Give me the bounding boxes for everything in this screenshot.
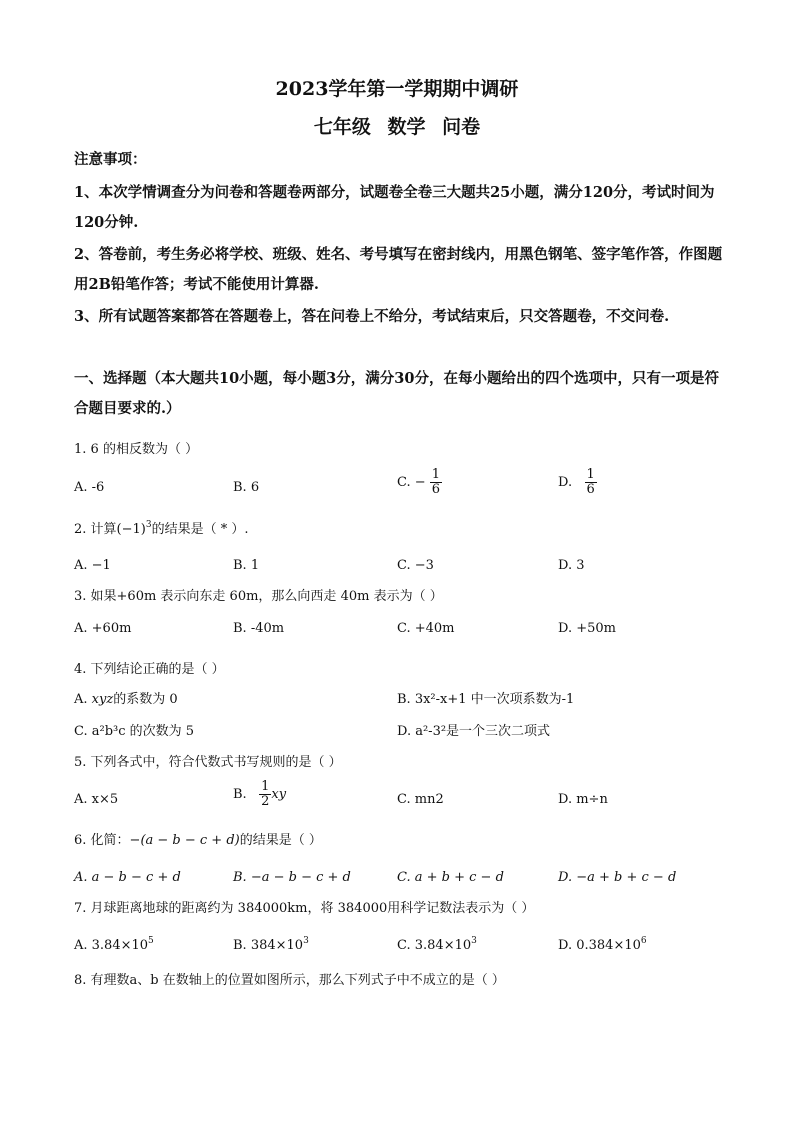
question-4-option-d: D. a²-3²是一个三次二项式 xyxy=(397,724,551,739)
question-1-option-c: C. − $\frac{1}{6}$ xyxy=(397,467,441,497)
question-5-option-d: D. m÷n xyxy=(558,792,608,807)
question-6-option-a: A. a − b − c + d xyxy=(74,870,181,885)
option-label: D. xyxy=(558,475,573,490)
question-5-stem: 5. 下列各式中，符合代数式书写规则的是（ ） xyxy=(74,755,342,770)
question-7-option-d: D. $0.384\times 10^6$ xyxy=(558,936,647,953)
question-5-option-b: B. $\frac{1}{2}$ xy xyxy=(233,779,287,809)
note-1: 1、本次学情调查分为问卷和答题卷两部分，试题卷全卷三大题共25小题，满分120分，考试时间为120分钟. xyxy=(74,184,715,231)
note-2: 2、答卷前，考生务必将学校、班级、姓名、考号填写在密封线内，用黑色钢笔、签字笔作答，作图题用2B铅笔作答；考试不能使用计算器. xyxy=(74,246,723,293)
notes-heading: 注意事项： xyxy=(74,151,147,168)
question-6-option-b: B. −a − b − c + d xyxy=(233,870,351,885)
question-1-option-a: A. -6 xyxy=(74,480,105,495)
question-2-option-d: D. 3 xyxy=(558,558,585,573)
question-6-option-c: C. a + b + c − d xyxy=(397,870,504,885)
question-4-option-a: A. xyz的系数为 0 xyxy=(74,692,178,707)
question-7-option-b: B. $384\times 10^3$ xyxy=(233,936,309,953)
question-2-option-b: B. 1 xyxy=(233,558,260,573)
fraction: $\frac{1}{6}$ xyxy=(586,467,595,497)
question-4-stem: 4. 下列结论正确的是（ ） xyxy=(74,662,225,677)
question-8-stem: 8. 有理数a、b 在数轴上的位置如图所示，那么下列式子中不成立的是（ ） xyxy=(74,973,505,988)
question-2-stem: 2. 计算$(-1)^3$的结果是（ * ）. xyxy=(74,520,249,537)
question-1-option-d xyxy=(558,468,597,497)
exam-title: 2023学年第一学期期中调研 xyxy=(275,78,519,100)
question-4-option-b: B. 3x²-x+1 中一次项系数为-1 xyxy=(397,692,575,707)
fraction: $\frac{1}{2}$ xyxy=(261,779,270,809)
question-6-option-d: D. −a + b + c − d xyxy=(558,870,677,885)
question-5-option-c: C. mn2 xyxy=(397,792,444,807)
question-2-option-a: A. −1 xyxy=(74,558,111,573)
question-3-option-a: A. +60m xyxy=(74,621,132,636)
question-3-stem: 3. 如果+60m 表示向东走 60m，那么向西走 40m 表示为（ ） xyxy=(74,589,443,604)
question-6-stem: 6. 化简：−(a − b − c + d)的结果是（ ） xyxy=(74,833,322,848)
question-2-option-c: C. −3 xyxy=(397,558,434,573)
question-7-option-c: C. $3.84\times 10^3$ xyxy=(397,936,477,953)
question-4-option-c: C. a²b³c 的次数为 5 xyxy=(74,724,195,739)
question-3-option-c: C. +40m xyxy=(397,621,455,636)
question-7-option-a: A. $3.84\times 10^5$ xyxy=(74,936,154,953)
question-7-stem: 7. 月球距离地球的距离约为 384000km，将 384000用科学记数法表示为（ ） xyxy=(74,901,535,916)
note-3: 3、所有试题答案都答在答题卷上，答在问卷上不给分，考试结束后，只交答题卷，不交问卷. xyxy=(74,308,670,325)
option-label: C. xyxy=(397,475,411,490)
fraction: $\frac{1}{6}$ xyxy=(431,467,441,497)
question-5-option-a: A. x×5 xyxy=(74,792,119,807)
question-1-option-b: B. 6 xyxy=(233,480,260,495)
question-1-stem: 1. 6 的相反数为（ ） xyxy=(74,442,199,457)
section-1-heading: 一、选择题（本大题共10小题，每小题3分，满分30分，在每小题给出的四个选项中，只有一项是符合题目要求的.） xyxy=(74,370,719,417)
question-3-option-d: D. +50m xyxy=(558,621,616,636)
question-3-option-b: B. -40m xyxy=(233,621,285,636)
exam-subtitle: 七年级 数学 问卷 xyxy=(313,116,481,138)
